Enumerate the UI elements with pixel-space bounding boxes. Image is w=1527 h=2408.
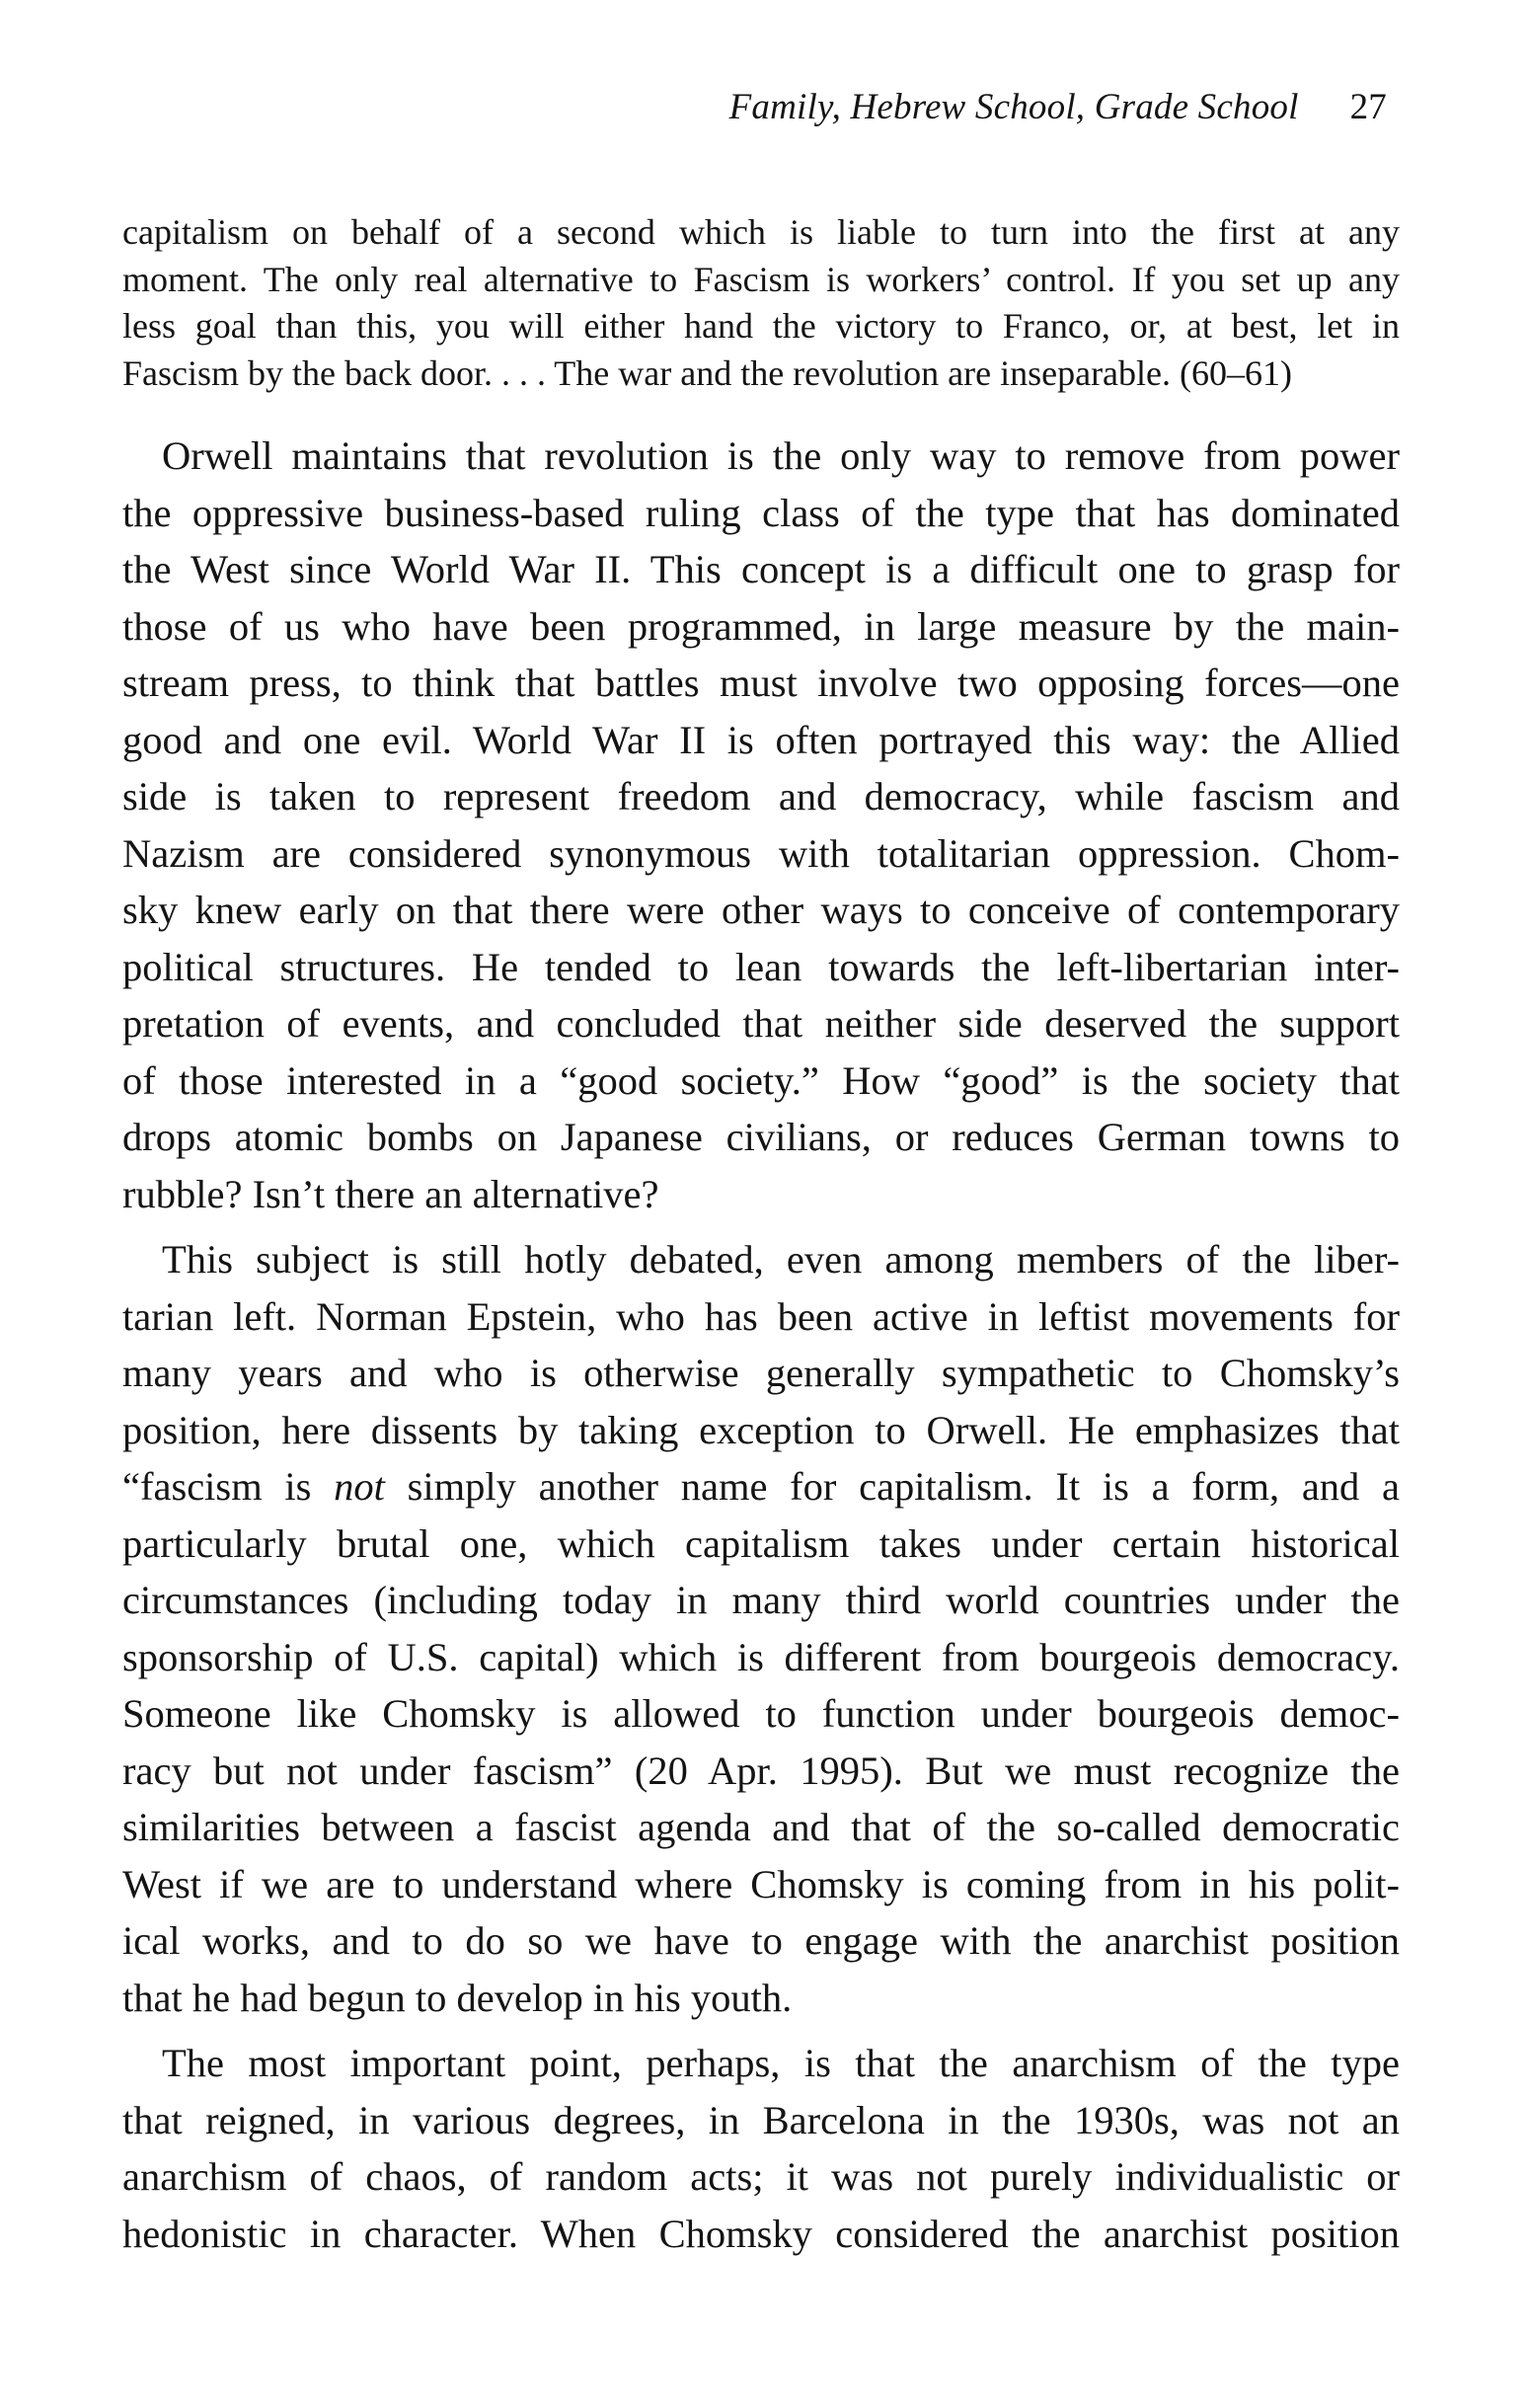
text-line: pretation of events, and concluded that neither side deserved the support <box>122 1001 1400 1046</box>
text-line: anarchism of chaos, of random acts; it was not purely individualistic or <box>122 2154 1400 2199</box>
text-line: drops atomic bombs on Japanese civilians, or reduces German towns to <box>122 1115 1400 1159</box>
text-line: This subject is still hotly debated, even among members of the liber- <box>162 1237 1400 1282</box>
paragraph <box>122 2035 1400 2262</box>
text-line: tarian left. Norman Epstein, who has been active in leftist movements for <box>122 1293 1400 1339</box>
text-line: hedonistic in character. When Chomsky considered the anarchist position <box>122 2211 1400 2256</box>
paragraph <box>122 1231 1400 2026</box>
paragraph <box>122 427 1400 1222</box>
running-head <box>729 85 1387 130</box>
text-line: ical works, and to do so we have to engage with the anarchist position <box>122 1918 1400 1963</box>
page-number: 27 <box>1349 87 1387 127</box>
text-run: “fascism is <box>122 1464 335 1509</box>
text-line: rubble? Isn’t there an alternative? <box>122 1171 659 1216</box>
body-text <box>122 427 1400 2262</box>
text-line: the West since World War II. This concept is a difficult one to grasp for <box>122 547 1400 591</box>
quote-line: less goal than this, you will either hand the victory to Franco, or, at best, let in <box>122 306 1400 346</box>
text-line: the oppressive business-based ruling class of the type that has dominated <box>122 490 1400 535</box>
text-line: stream press, to think that battles must involve two opposing forces—one <box>122 660 1400 705</box>
block-quote <box>122 209 1400 397</box>
text-line: those of us who have been programmed, in large measure by the main- <box>122 603 1400 649</box>
text-line: political structures. He tended to lean towards the left-libertarian inter- <box>122 944 1400 989</box>
text-line-with-emphasis <box>122 1458 1400 1515</box>
text-run: simply another name for capitalism. It is a form, and a <box>384 1464 1400 1509</box>
text-line: The most important point, perhaps, is that the anarchism of the type <box>162 2041 1400 2085</box>
text-line: that reigned, in various degrees, in Barcelona in the 1930s, was not an <box>122 2097 1400 2142</box>
text-line: circumstances (including today in many third world countries under the <box>122 1578 1400 1622</box>
text-line: good and one evil. World War II is often portrayed this way: the Allied <box>122 717 1400 762</box>
text-line: that he had begun to develop in his youth. <box>122 1975 793 2020</box>
quote-line: Fascism by the back door. . . . The war and the revolution are inseparable. (60–61) <box>122 352 1292 393</box>
text-line: particularly brutal one, which capitalism takes under certain historical <box>122 1520 1400 1566</box>
text-line: Orwell maintains that revolution is the only way to remove from power <box>162 433 1400 478</box>
text-line: many years and who is otherwise generally sympathetic to Chomsky’s <box>122 1351 1400 1395</box>
text-line: Nazism are considered synonymous with totalitarian oppression. Chom- <box>122 830 1400 876</box>
text-line: side is taken to represent freedom and democracy, while fascism and <box>122 774 1400 818</box>
text-line: sponsorship of U.S. capital) which is different from bourgeois democracy. <box>122 1634 1400 1679</box>
emphasis-word: not <box>334 1464 385 1509</box>
text-line: similarities between a fascist agenda and that of the so-called democratic <box>122 1805 1400 1849</box>
quote-line: capitalism on behalf of a second which is liable to turn into the first at any <box>122 212 1400 252</box>
text-line: Someone like Chomsky is allowed to function under bourgeois democ- <box>122 1691 1400 1736</box>
text-line: of those interested in a “good society.” How “good” is the society that <box>122 1057 1400 1103</box>
text-line: position, here dissents by taking exception to Orwell. He emphasizes that <box>122 1407 1400 1452</box>
text-line: sky knew early on that there were other ways to conceive of contemporary <box>122 888 1400 932</box>
quote-line: moment. The only real alternative to Fascism is workers’ control. If you set up any <box>122 259 1400 299</box>
chapter-title: Family, Hebrew School, Grade School <box>728 87 1299 127</box>
text-line: racy but not under fascism” (20 Apr. 1995). But we must recognize the <box>122 1748 1400 1793</box>
text-line: West if we are to understand where Chomsky is coming from in his polit- <box>122 1861 1400 1906</box>
